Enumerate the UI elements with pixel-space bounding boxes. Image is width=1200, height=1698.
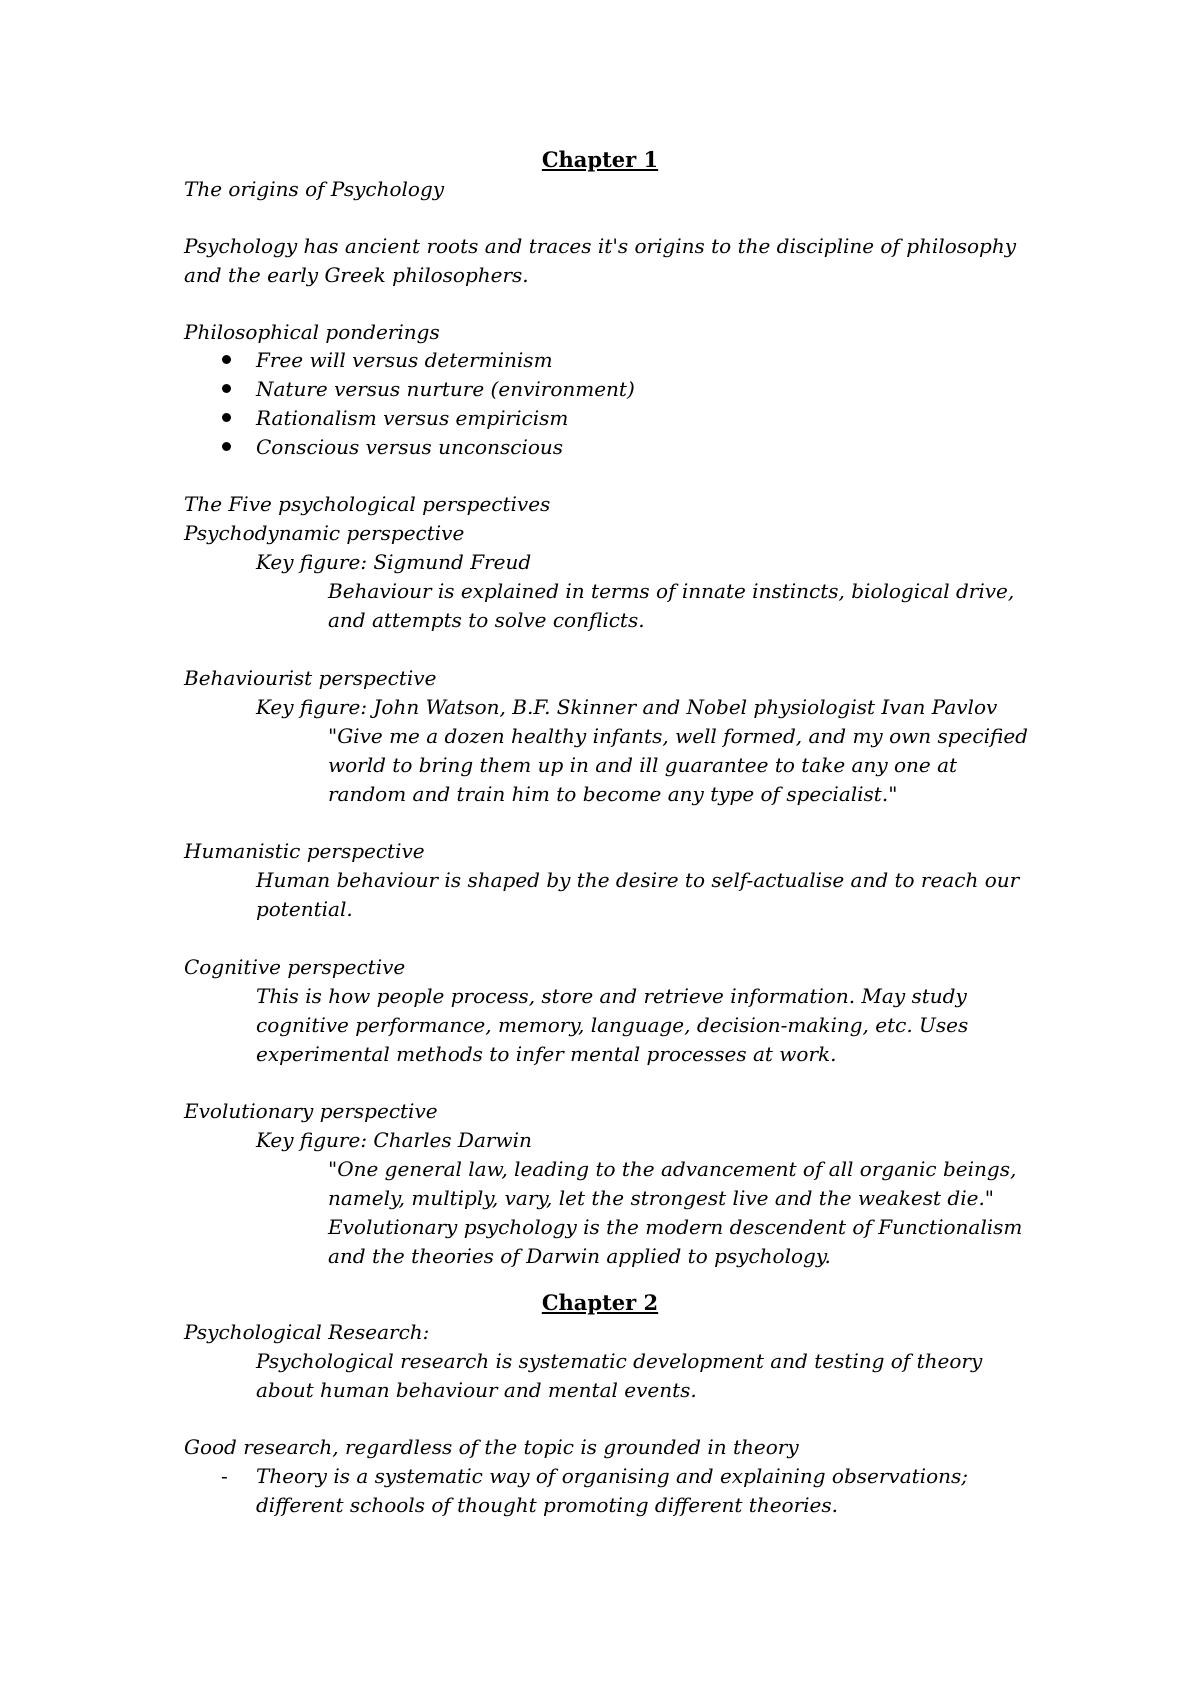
ponderings-title: Philosophical ponderings: [184, 320, 440, 344]
pondering-item-2: Nature versus nurture (environment): [256, 377, 635, 401]
theory-line-2: different schools of thought promoting different theories.: [256, 1493, 839, 1517]
research-line-1: Psychological research is systematic development and testing of theory: [256, 1349, 983, 1373]
behaviourist-title: Behaviourist perspective: [184, 666, 437, 690]
good-research-title: Good research, regardless of the topic is grounded in theory: [184, 1435, 799, 1459]
behaviourist-line-3: random and train him to become any type of specialist.": [328, 782, 898, 806]
evolutionary-line-4: and the theories of Darwin applied to psychology.: [328, 1244, 831, 1268]
bullet-icon: [222, 442, 231, 451]
psychodynamic-line-1: Behaviour is explained in terms of innate instincts, biological drive,: [328, 579, 1015, 603]
psychodynamic-title: Psychodynamic perspective: [184, 521, 465, 545]
psychodynamic-line-2: and attempts to solve conflicts.: [328, 608, 645, 632]
cognitive-line-1: This is how people process, store and retrieve information. May study: [256, 984, 967, 1008]
psychodynamic-key-figure: Key figure: Sigmund Freud: [256, 550, 532, 574]
pondering-item-3: Rationalism versus empiricism: [256, 406, 569, 430]
evolutionary-key-figure: Key figure: Charles Darwin: [256, 1128, 532, 1152]
pondering-item-4: Conscious versus unconscious: [256, 435, 564, 459]
intro-line-1: Psychology has ancient roots and traces it's origins to the discipline of philosophy: [184, 234, 1017, 258]
cognitive-line-3: experimental methods to infer mental processes at work.: [256, 1042, 837, 1066]
humanistic-line-1: Human behaviour is shaped by the desire to self-actualise and to reach our: [256, 868, 1020, 892]
humanistic-line-2: potential.: [256, 897, 353, 921]
evolutionary-line-2: namely, multiply, vary, let the strongest live and the weakest die.": [328, 1186, 994, 1210]
perspectives-title: The Five psychological perspectives: [184, 492, 551, 516]
evolutionary-line-1: "One general law, leading to the advancement of all organic beings,: [328, 1157, 1017, 1181]
evolutionary-line-3: Evolutionary psychology is the modern descendent of Functionalism: [328, 1215, 1023, 1239]
behaviourist-line-1: "Give me a dozen healthy infants, well formed, and my own specified: [328, 724, 1028, 748]
humanistic-title: Humanistic perspective: [184, 839, 425, 863]
theory-line-1: Theory is a systematic way of organising and explaining observations;: [256, 1464, 969, 1488]
behaviourist-line-2: world to bring them up in and ill guarantee to take any one at: [328, 753, 958, 777]
bullet-icon: [222, 384, 231, 393]
bullet-icon: [222, 355, 231, 364]
research-title: Psychological Research:: [184, 1320, 430, 1344]
chapter-2-heading: Chapter 2: [541, 1290, 659, 1315]
chapter-1-heading: Chapter 1: [541, 147, 659, 172]
origins-title: The origins of Psychology: [184, 177, 445, 201]
cognitive-line-2: cognitive performance, memory, language, decision-making, etc. Uses: [256, 1013, 969, 1037]
intro-line-2: and the early Greek philosophers.: [184, 263, 529, 287]
bullet-icon: [222, 413, 231, 422]
cognitive-title: Cognitive perspective: [184, 955, 406, 979]
evolutionary-title: Evolutionary perspective: [184, 1099, 438, 1123]
dash-bullet: -: [221, 1464, 228, 1488]
research-line-2: about human behaviour and mental events.: [256, 1378, 697, 1402]
pondering-item-1: Free will versus determinism: [256, 348, 553, 372]
behaviourist-key-figure: Key figure: John Watson, B.F. Skinner and Nobel physiologist Ivan Pavlov: [256, 695, 998, 719]
